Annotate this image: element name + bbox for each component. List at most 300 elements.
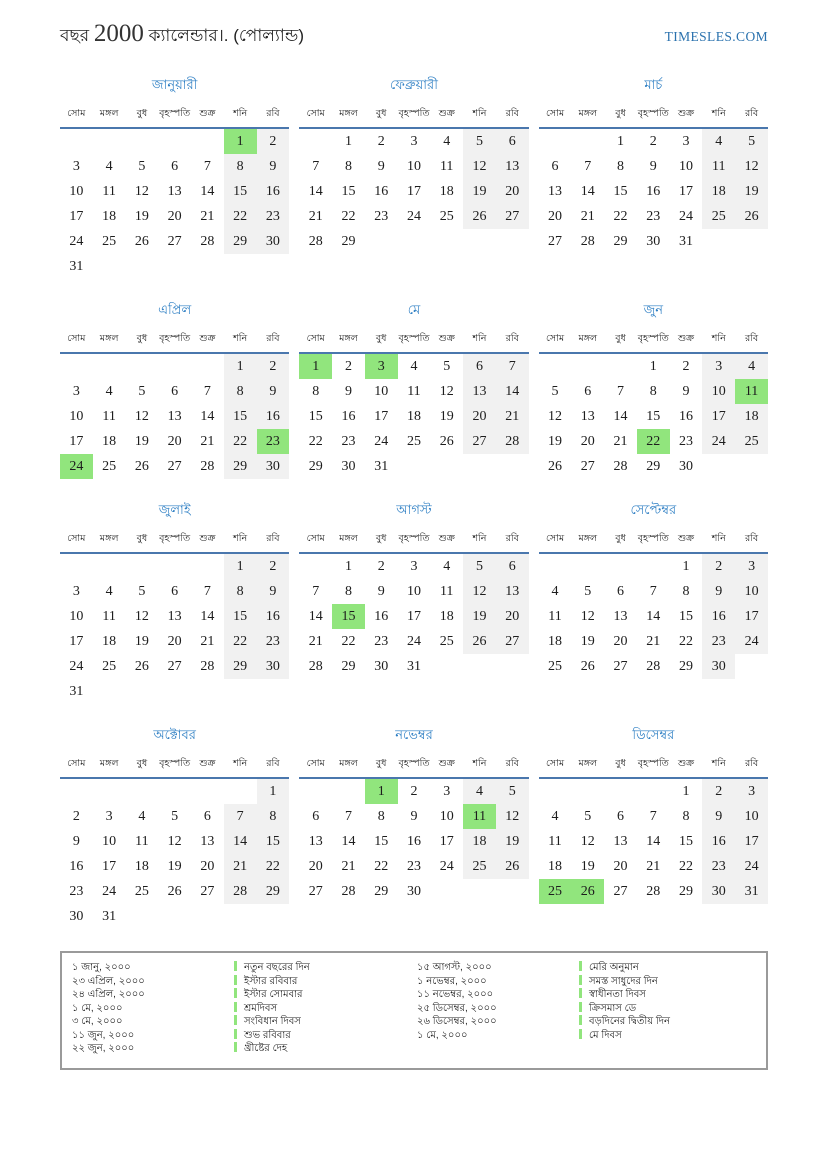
- day-cell: 25: [539, 879, 572, 904]
- day-cell: 10: [406, 583, 421, 599]
- day-cell: 5: [735, 128, 768, 154]
- day-cell: 9: [344, 383, 352, 399]
- day-cell: 30: [374, 658, 389, 674]
- weekday-header: বুধ: [365, 753, 398, 778]
- day-cell: 3: [72, 383, 80, 399]
- month-7: [60, 501, 289, 704]
- day-cell: 6: [463, 353, 496, 379]
- day-cell: 21: [496, 404, 529, 429]
- day-cell: 10: [69, 608, 84, 624]
- weekday-header: বুধ: [604, 103, 637, 128]
- day-cell: 19: [439, 408, 454, 424]
- empty-cell: [735, 229, 768, 254]
- day-cell: 16: [679, 408, 694, 424]
- empty-cell: [430, 654, 463, 679]
- day-cell: 31: [406, 658, 421, 674]
- weekday-header: মঙ্গল: [93, 328, 126, 353]
- day-cell: 7: [203, 583, 211, 599]
- day-cell: 2: [649, 133, 657, 149]
- weekday-header: শুক্র: [430, 753, 463, 778]
- day-cell: 1: [299, 353, 332, 379]
- day-cell: 4: [463, 778, 496, 804]
- day-cell: 27: [613, 883, 628, 899]
- day-cell: 24: [102, 883, 117, 899]
- day-cell: 19: [496, 829, 529, 854]
- day-cell: 17: [439, 833, 454, 849]
- empty-cell: [496, 879, 529, 904]
- holiday-marker-icon: [579, 961, 582, 971]
- day-cell: 1: [682, 783, 690, 799]
- empty-cell: [191, 778, 224, 804]
- day-cell: 6: [617, 808, 625, 824]
- weekday-header: মঙ্গল: [571, 328, 604, 353]
- empty-cell: [224, 679, 257, 704]
- day-cell: 1: [224, 128, 257, 154]
- day-cell: 5: [584, 583, 592, 599]
- weekday-header: শনি: [702, 528, 735, 553]
- legend-date: ১ মে, ২০০০: [417, 1029, 468, 1041]
- day-cell: 21: [308, 633, 323, 649]
- month-table: [539, 103, 768, 254]
- day-cell: 25: [134, 883, 149, 899]
- month-table: [539, 328, 768, 479]
- weekday-header: শুক্র: [670, 753, 703, 778]
- day-cell: 9: [702, 804, 735, 829]
- month-10: [60, 726, 289, 929]
- day-cell: 30: [406, 883, 421, 899]
- empty-cell: [604, 553, 637, 579]
- day-cell: 18: [548, 858, 563, 874]
- day-cell: 8: [617, 158, 625, 174]
- day-cell: 1: [224, 353, 257, 379]
- day-cell: 6: [584, 383, 592, 399]
- month-8: [299, 501, 528, 679]
- weekday-header: রবি: [496, 528, 529, 553]
- day-cell: 28: [224, 879, 257, 904]
- day-cell: 6: [203, 808, 211, 824]
- weekday-header: মঙ্গল: [332, 328, 365, 353]
- day-cell: 26: [134, 233, 149, 249]
- day-cell: 22: [341, 208, 356, 224]
- day-cell: 30: [257, 229, 290, 254]
- empty-cell: [430, 454, 463, 479]
- day-cell: 24: [374, 433, 389, 449]
- day-cell: 19: [134, 433, 149, 449]
- month-title: জুলাই: [158, 502, 191, 517]
- day-cell: 9: [257, 579, 290, 604]
- day-cell: 7: [649, 808, 657, 824]
- day-cell: 21: [613, 433, 628, 449]
- empty-cell: [539, 353, 572, 379]
- day-cell: 17: [735, 604, 768, 629]
- empty-cell: [191, 353, 224, 379]
- day-cell: 21: [646, 858, 661, 874]
- empty-cell: [93, 128, 126, 154]
- weekday-header: বুধ: [365, 103, 398, 128]
- day-cell: 17: [69, 433, 84, 449]
- day-cell: 13: [613, 833, 628, 849]
- day-cell: 26: [134, 658, 149, 674]
- day-cell: 8: [224, 154, 257, 179]
- day-cell: 25: [102, 233, 117, 249]
- day-cell: 7: [496, 353, 529, 379]
- day-cell: 16: [257, 404, 290, 429]
- day-cell: 14: [646, 608, 661, 624]
- day-cell: 3: [443, 783, 451, 799]
- day-cell: 10: [406, 158, 421, 174]
- day-cell: 28: [613, 458, 628, 474]
- weekday-header: সোম: [539, 528, 572, 553]
- day-cell: 24: [702, 429, 735, 454]
- weekday-header: শুক্র: [670, 528, 703, 553]
- legend-date: ২২ জুন, ২০০০: [72, 1043, 135, 1054]
- day-cell: 16: [257, 604, 290, 629]
- day-cell: 6: [496, 128, 529, 154]
- month-11: [299, 726, 528, 904]
- holiday-marker-icon: [579, 1029, 582, 1039]
- empty-cell: [60, 553, 93, 579]
- day-cell: 13: [200, 833, 215, 849]
- day-cell: 23: [257, 429, 290, 454]
- legend-entry: [234, 988, 411, 1002]
- day-cell: 7: [224, 804, 257, 829]
- weekday-header: বৃহস্পতি: [637, 528, 670, 553]
- day-cell: 16: [646, 183, 661, 199]
- day-cell: 21: [308, 208, 323, 224]
- legend-entry: [579, 975, 756, 989]
- day-cell: 22: [679, 858, 694, 874]
- day-cell: 14: [200, 408, 215, 424]
- empty-cell: [257, 904, 290, 929]
- day-cell: 23: [646, 208, 661, 224]
- empty-cell: [158, 254, 191, 279]
- day-cell: 30: [702, 654, 735, 679]
- weekday-header: সোম: [60, 753, 93, 778]
- day-cell: 23: [702, 854, 735, 879]
- weekday-header: শুক্র: [191, 328, 224, 353]
- empty-cell: [158, 904, 191, 929]
- title-suffix: ক্যালেন্ডার।. (পোল্যান্ড): [148, 26, 305, 45]
- holiday-marker-icon: [579, 1002, 582, 1012]
- day-cell: 22: [224, 429, 257, 454]
- holiday-marker-icon: [234, 1002, 237, 1012]
- day-cell: 20: [200, 858, 215, 874]
- day-cell: 4: [551, 808, 559, 824]
- page-title: [60, 20, 304, 51]
- day-cell: 20: [167, 208, 182, 224]
- day-cell: 12: [735, 154, 768, 179]
- day-cell: 6: [496, 553, 529, 579]
- day-cell: 12: [134, 608, 149, 624]
- day-cell: 8: [224, 379, 257, 404]
- legend-holiday-name: মেরি অনুমান: [589, 962, 639, 973]
- weekday-header: বৃহস্পতি: [398, 528, 431, 553]
- weekday-header: রবি: [257, 753, 290, 778]
- day-cell: 9: [702, 579, 735, 604]
- weekday-header: মঙ্গল: [332, 753, 365, 778]
- day-cell: 3: [735, 778, 768, 804]
- day-cell: 18: [735, 404, 768, 429]
- weekday-header: শনি: [463, 753, 496, 778]
- day-cell: 22: [637, 429, 670, 454]
- weekday-header: শুক্র: [191, 528, 224, 553]
- day-cell: 3: [702, 353, 735, 379]
- day-cell: 17: [702, 404, 735, 429]
- day-cell: 27: [613, 658, 628, 674]
- weekday-header: মঙ্গল: [571, 528, 604, 553]
- day-cell: 27: [200, 883, 215, 899]
- weekday-header: সোম: [299, 103, 332, 128]
- day-cell: 17: [69, 208, 84, 224]
- month-title: সেপ্টেম্বর: [630, 502, 677, 517]
- day-cell: 11: [548, 833, 562, 849]
- day-cell: 2: [410, 783, 418, 799]
- day-cell: 29: [613, 233, 628, 249]
- day-cell: 31: [102, 908, 117, 924]
- empty-cell: [571, 128, 604, 154]
- day-cell: 22: [257, 854, 290, 879]
- empty-cell: [93, 353, 126, 379]
- weekday-header: রবি: [257, 328, 290, 353]
- empty-cell: [93, 679, 126, 704]
- weekday-header: শনি: [224, 328, 257, 353]
- weekday-header: বৃহস্পতি: [398, 328, 431, 353]
- day-cell: 4: [410, 358, 418, 374]
- weekday-header: বৃহস্পতি: [158, 528, 191, 553]
- day-cell: 23: [257, 204, 290, 229]
- day-cell: 23: [374, 633, 389, 649]
- empty-cell: [126, 254, 159, 279]
- weekday-header: বৃহস্পতি: [158, 328, 191, 353]
- empty-cell: [126, 904, 159, 929]
- month-6: [539, 301, 768, 479]
- day-cell: 8: [224, 579, 257, 604]
- day-cell: 23: [406, 858, 421, 874]
- day-cell: 4: [105, 383, 113, 399]
- day-cell: 28: [308, 233, 323, 249]
- day-cell: 13: [463, 379, 496, 404]
- title-prefix: বছর: [60, 26, 90, 45]
- day-cell: 19: [134, 633, 149, 649]
- day-cell: 17: [735, 829, 768, 854]
- day-cell: 25: [406, 433, 421, 449]
- day-cell: 28: [646, 658, 661, 674]
- day-cell: 26: [735, 204, 768, 229]
- day-cell: 23: [341, 433, 356, 449]
- day-cell: 12: [439, 383, 454, 399]
- legend-entry: [579, 1029, 756, 1043]
- day-cell: 15: [679, 608, 694, 624]
- day-cell: 29: [341, 233, 356, 249]
- day-cell: 18: [439, 183, 454, 199]
- day-cell: 24: [60, 454, 93, 479]
- weekday-header: বৃহস্পতি: [158, 103, 191, 128]
- day-cell: 11: [463, 804, 496, 829]
- day-cell: 1: [257, 778, 290, 804]
- weekday-header: বুধ: [126, 528, 159, 553]
- day-cell: 24: [406, 208, 421, 224]
- day-cell: 31: [735, 879, 768, 904]
- weekday-header: শুক্র: [430, 103, 463, 128]
- day-cell: 11: [702, 154, 735, 179]
- day-cell: 6: [551, 158, 559, 174]
- empty-cell: [257, 679, 290, 704]
- day-cell: 25: [439, 208, 454, 224]
- weekday-header: বুধ: [604, 328, 637, 353]
- day-cell: 24: [735, 629, 768, 654]
- weekday-header: রবি: [735, 103, 768, 128]
- weekday-header: শনি: [463, 528, 496, 553]
- empty-cell: [604, 353, 637, 379]
- day-cell: 17: [679, 183, 694, 199]
- weekday-header: শনি: [224, 528, 257, 553]
- weekday-header: মঙ্গল: [93, 753, 126, 778]
- weekday-header: শুক্র: [670, 103, 703, 128]
- day-cell: 9: [377, 583, 385, 599]
- empty-cell: [191, 553, 224, 579]
- weekday-header: শুক্র: [191, 103, 224, 128]
- month-table: [299, 753, 528, 904]
- day-cell: 26: [571, 879, 604, 904]
- day-cell: 14: [613, 408, 628, 424]
- day-cell: 2: [257, 553, 290, 579]
- day-cell: 20: [308, 858, 323, 874]
- legend-holiday-name: শ্রমদিবস: [244, 1002, 278, 1014]
- holiday-marker-icon: [579, 988, 582, 998]
- empty-cell: [60, 353, 93, 379]
- month-2: [299, 76, 528, 254]
- empty-cell: [158, 553, 191, 579]
- day-cell: 16: [69, 858, 84, 874]
- page-header: [60, 20, 768, 50]
- empty-cell: [637, 778, 670, 804]
- day-cell: 30: [257, 654, 290, 679]
- brand-link[interactable]: TIMESLES.COM: [664, 29, 768, 44]
- day-cell: 5: [463, 128, 496, 154]
- day-cell: 20: [496, 604, 529, 629]
- day-cell: 17: [406, 608, 421, 624]
- day-cell: 12: [463, 579, 496, 604]
- month-title: ডিসেম্বর: [632, 727, 675, 742]
- weekday-header: রবি: [257, 103, 290, 128]
- day-cell: 7: [312, 583, 320, 599]
- day-cell: 27: [167, 458, 182, 474]
- day-cell: 10: [735, 804, 768, 829]
- day-cell: 29: [679, 883, 694, 899]
- day-cell: 24: [69, 233, 84, 249]
- weekday-header: সোম: [60, 103, 93, 128]
- day-cell: 16: [257, 179, 290, 204]
- day-cell: 22: [224, 204, 257, 229]
- day-cell: 27: [463, 429, 496, 454]
- day-cell: 11: [102, 183, 116, 199]
- day-cell: 1: [344, 133, 352, 149]
- day-cell: 6: [312, 808, 320, 824]
- holiday-marker-icon: [234, 1042, 237, 1052]
- day-cell: 9: [649, 158, 657, 174]
- day-cell: 25: [463, 854, 496, 879]
- month-3: [539, 76, 768, 254]
- day-cell: 18: [548, 633, 563, 649]
- day-cell: 13: [308, 833, 323, 849]
- day-cell: 12: [580, 608, 595, 624]
- day-cell: 18: [134, 858, 149, 874]
- day-cell: 25: [102, 458, 117, 474]
- weekday-header: সোম: [299, 753, 332, 778]
- day-cell: 19: [167, 858, 182, 874]
- day-cell: 29: [224, 454, 257, 479]
- day-cell: 1: [682, 558, 690, 574]
- month-title: জুন: [643, 302, 664, 317]
- empty-cell: [224, 254, 257, 279]
- month-title: অক্টোবর: [153, 727, 196, 742]
- day-cell: 22: [374, 858, 389, 874]
- day-cell: 7: [584, 158, 592, 174]
- empty-cell: [637, 553, 670, 579]
- day-cell: 23: [374, 208, 389, 224]
- day-cell: 27: [167, 233, 182, 249]
- empty-cell: [299, 128, 332, 154]
- weekday-header: সোম: [539, 328, 572, 353]
- day-cell: 25: [702, 204, 735, 229]
- day-cell: 2: [72, 808, 80, 824]
- empty-cell: [299, 778, 332, 804]
- day-cell: 26: [463, 204, 496, 229]
- day-cell: 31: [69, 258, 84, 274]
- day-cell: 4: [702, 128, 735, 154]
- empty-cell: [191, 254, 224, 279]
- day-cell: 5: [443, 358, 451, 374]
- day-cell: 7: [617, 383, 625, 399]
- day-cell: 7: [649, 583, 657, 599]
- holiday-marker-icon: [579, 1015, 582, 1025]
- day-cell: 1: [344, 558, 352, 574]
- weekday-header: মঙ্গল: [332, 528, 365, 553]
- day-cell: 5: [584, 808, 592, 824]
- weekday-header: শুক্র: [670, 328, 703, 353]
- empty-cell: [191, 679, 224, 704]
- day-cell: 8: [257, 804, 290, 829]
- day-cell: 3: [410, 133, 418, 149]
- day-cell: 20: [613, 858, 628, 874]
- weekday-header: বৃহস্পতি: [637, 103, 670, 128]
- day-cell: 17: [102, 858, 117, 874]
- legend-date: ২৪ এপ্রিল, ২০০০: [72, 989, 145, 1000]
- empty-cell: [398, 454, 431, 479]
- day-cell: 9: [410, 808, 418, 824]
- empty-cell: [463, 879, 496, 904]
- day-cell: 2: [377, 558, 385, 574]
- empty-cell: [571, 553, 604, 579]
- month-table: [299, 528, 528, 679]
- legend-holiday-name: ইস্টার সোমবার: [244, 989, 303, 1000]
- day-cell: 5: [171, 808, 179, 824]
- day-cell: 29: [224, 654, 257, 679]
- day-cell: 30: [702, 879, 735, 904]
- month-4: [60, 301, 289, 479]
- day-cell: 21: [646, 633, 661, 649]
- day-cell: 15: [224, 404, 257, 429]
- day-cell: 10: [374, 383, 389, 399]
- day-cell: 16: [374, 608, 389, 624]
- weekday-header: মঙ্গল: [571, 753, 604, 778]
- legend-date: ২৩ এপ্রিল, ২০০০: [72, 975, 145, 987]
- day-cell: 8: [344, 158, 352, 174]
- weekday-header: শুক্র: [430, 528, 463, 553]
- day-cell: 10: [439, 808, 454, 824]
- legend-entry: [234, 1029, 411, 1043]
- month-table: [60, 753, 289, 929]
